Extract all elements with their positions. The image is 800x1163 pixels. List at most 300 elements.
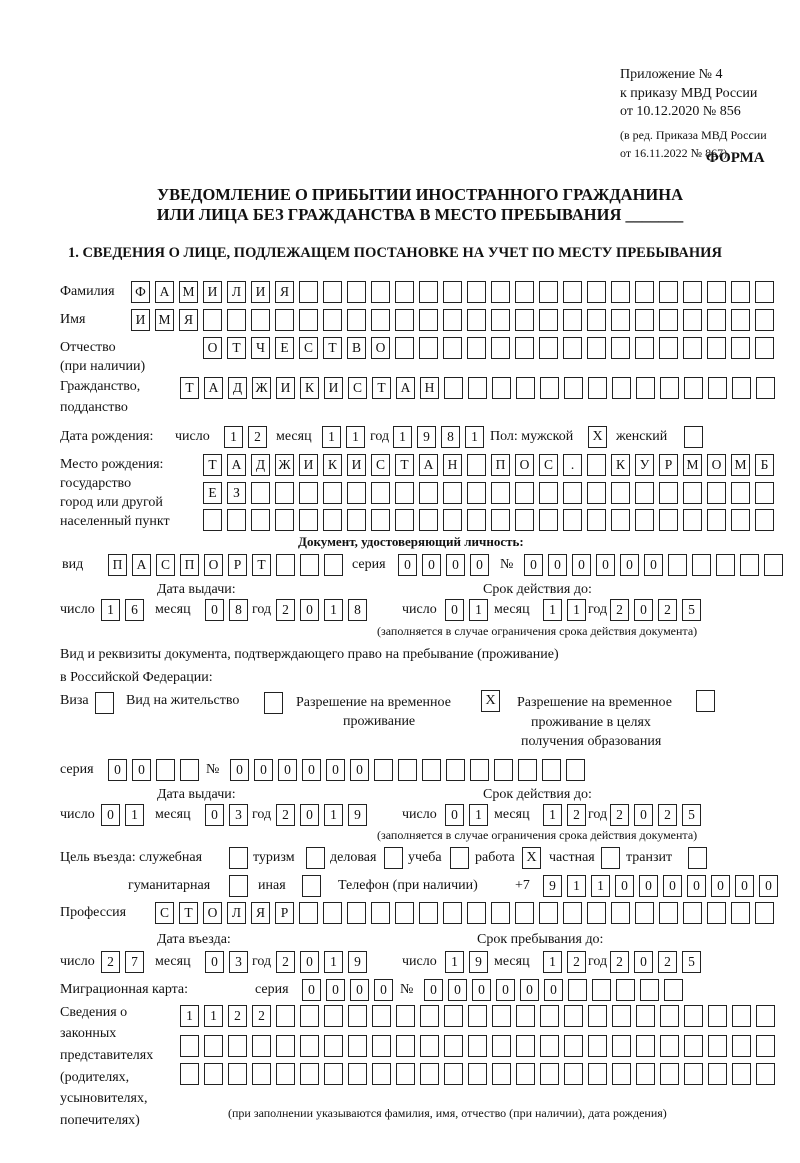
char-cell[interactable] <box>398 759 417 781</box>
purpose-humanitarian-checkbox[interactable] <box>229 875 248 897</box>
char-cell[interactable]: 9 <box>543 875 562 897</box>
char-cell[interactable] <box>708 377 727 399</box>
char-cell[interactable] <box>323 509 342 531</box>
surname-field[interactable] <box>131 281 779 303</box>
char-cell[interactable] <box>740 554 759 576</box>
char-cell[interactable]: И <box>131 309 150 331</box>
char-cell[interactable] <box>372 1005 391 1027</box>
char-cell[interactable]: 9 <box>469 951 488 973</box>
char-cell[interactable]: 0 <box>644 554 663 576</box>
entry-day-field[interactable] <box>101 951 149 973</box>
char-cell[interactable] <box>659 509 678 531</box>
char-cell[interactable]: Т <box>372 377 391 399</box>
char-cell[interactable]: Ж <box>275 454 294 476</box>
char-cell[interactable]: Я <box>251 902 270 924</box>
char-cell[interactable] <box>204 1035 223 1057</box>
char-cell[interactable]: М <box>731 454 750 476</box>
char-cell[interactable] <box>540 1005 559 1027</box>
char-cell[interactable]: 1 <box>125 804 144 826</box>
char-cell[interactable] <box>443 509 462 531</box>
char-cell[interactable]: И <box>251 281 270 303</box>
char-cell[interactable] <box>731 482 750 504</box>
char-cell[interactable] <box>491 509 510 531</box>
char-cell[interactable] <box>707 309 726 331</box>
char-cell[interactable]: 1 <box>204 1005 223 1027</box>
char-cell[interactable] <box>515 482 534 504</box>
char-cell[interactable] <box>731 902 750 924</box>
char-cell[interactable] <box>468 377 487 399</box>
char-cell[interactable]: 0 <box>615 875 634 897</box>
char-cell[interactable] <box>419 482 438 504</box>
char-cell[interactable] <box>587 454 606 476</box>
char-cell[interactable] <box>640 979 659 1001</box>
char-cell[interactable] <box>371 309 390 331</box>
char-cell[interactable]: 1 <box>393 426 412 448</box>
char-cell[interactable] <box>347 281 366 303</box>
res-issue-month-field[interactable] <box>205 804 253 826</box>
temp-residence-checkbox[interactable]: X <box>481 690 500 712</box>
char-cell[interactable] <box>396 1005 415 1027</box>
char-cell[interactable]: 1 <box>465 426 484 448</box>
char-cell[interactable] <box>444 1005 463 1027</box>
char-cell[interactable] <box>764 554 783 576</box>
char-cell[interactable]: 0 <box>735 875 754 897</box>
visa-checkbox[interactable] <box>95 692 114 714</box>
entry-month-field[interactable] <box>205 951 253 973</box>
char-cell[interactable] <box>587 337 606 359</box>
char-cell[interactable] <box>731 281 750 303</box>
char-cell[interactable] <box>755 482 774 504</box>
char-cell[interactable] <box>587 281 606 303</box>
char-cell[interactable]: Д <box>251 454 270 476</box>
char-cell[interactable]: 0 <box>108 759 127 781</box>
char-cell[interactable] <box>468 1063 487 1085</box>
char-cell[interactable] <box>707 902 726 924</box>
char-cell[interactable] <box>612 377 631 399</box>
char-cell[interactable] <box>467 309 486 331</box>
char-cell[interactable] <box>443 309 462 331</box>
char-cell[interactable] <box>539 482 558 504</box>
char-cell[interactable]: А <box>396 377 415 399</box>
char-cell[interactable]: 1 <box>445 951 464 973</box>
char-cell[interactable]: 0 <box>639 875 658 897</box>
char-cell[interactable]: 2 <box>567 951 586 973</box>
char-cell[interactable]: С <box>539 454 558 476</box>
char-cell[interactable] <box>275 482 294 504</box>
char-cell[interactable] <box>491 337 510 359</box>
char-cell[interactable]: И <box>347 454 366 476</box>
char-cell[interactable] <box>683 509 702 531</box>
char-cell[interactable] <box>588 377 607 399</box>
char-cell[interactable] <box>683 902 702 924</box>
char-cell[interactable] <box>374 759 393 781</box>
char-cell[interactable] <box>252 1063 271 1085</box>
char-cell[interactable] <box>716 554 735 576</box>
char-cell[interactable]: Б <box>755 454 774 476</box>
mc-number-field[interactable] <box>424 979 688 1001</box>
char-cell[interactable] <box>539 902 558 924</box>
reps-row-3[interactable] <box>180 1063 780 1085</box>
char-cell[interactable] <box>347 509 366 531</box>
char-cell[interactable] <box>371 281 390 303</box>
char-cell[interactable] <box>395 337 414 359</box>
char-cell[interactable]: 0 <box>230 759 249 781</box>
char-cell[interactable]: 9 <box>348 951 367 973</box>
char-cell[interactable] <box>756 1005 775 1027</box>
char-cell[interactable]: 1 <box>346 426 365 448</box>
char-cell[interactable] <box>467 454 486 476</box>
char-cell[interactable] <box>540 377 559 399</box>
sex-female-checkbox[interactable] <box>684 426 703 448</box>
char-cell[interactable]: 0 <box>472 979 491 1001</box>
char-cell[interactable] <box>636 1035 655 1057</box>
char-cell[interactable]: 2 <box>610 804 629 826</box>
char-cell[interactable]: 8 <box>441 426 460 448</box>
char-cell[interactable] <box>515 509 534 531</box>
char-cell[interactable] <box>419 902 438 924</box>
char-cell[interactable] <box>180 759 199 781</box>
birthplace-row-1[interactable] <box>203 454 779 476</box>
char-cell[interactable]: А <box>204 377 223 399</box>
char-cell[interactable]: 2 <box>276 599 295 621</box>
char-cell[interactable]: 0 <box>634 599 653 621</box>
char-cell[interactable]: С <box>156 554 175 576</box>
char-cell[interactable]: 0 <box>132 759 151 781</box>
char-cell[interactable]: Т <box>227 337 246 359</box>
char-cell[interactable]: Р <box>659 454 678 476</box>
char-cell[interactable] <box>707 482 726 504</box>
temp-edu-checkbox[interactable] <box>696 690 715 712</box>
char-cell[interactable]: 0 <box>470 554 489 576</box>
char-cell[interactable]: А <box>132 554 151 576</box>
char-cell[interactable]: 0 <box>422 554 441 576</box>
char-cell[interactable]: 2 <box>610 599 629 621</box>
char-cell[interactable] <box>659 281 678 303</box>
birth-year-field[interactable] <box>393 426 489 448</box>
char-cell[interactable] <box>732 377 751 399</box>
char-cell[interactable]: П <box>108 554 127 576</box>
char-cell[interactable] <box>568 979 587 1001</box>
char-cell[interactable] <box>228 1063 247 1085</box>
char-cell[interactable]: 9 <box>348 804 367 826</box>
res-valid-month-field[interactable] <box>543 804 591 826</box>
char-cell[interactable] <box>611 281 630 303</box>
char-cell[interactable] <box>611 902 630 924</box>
id-series-field[interactable] <box>398 554 494 576</box>
char-cell[interactable]: 1 <box>469 804 488 826</box>
char-cell[interactable] <box>540 1035 559 1057</box>
char-cell[interactable]: 0 <box>496 979 515 1001</box>
char-cell[interactable]: 1 <box>101 599 120 621</box>
char-cell[interactable]: Е <box>275 337 294 359</box>
id-issue-year-field[interactable] <box>276 599 372 621</box>
char-cell[interactable] <box>347 902 366 924</box>
char-cell[interactable] <box>588 1063 607 1085</box>
char-cell[interactable]: 2 <box>567 804 586 826</box>
char-cell[interactable]: 0 <box>302 979 321 1001</box>
char-cell[interactable] <box>443 482 462 504</box>
char-cell[interactable]: О <box>204 554 223 576</box>
char-cell[interactable] <box>635 509 654 531</box>
char-cell[interactable]: 8 <box>229 599 248 621</box>
char-cell[interactable]: 0 <box>687 875 706 897</box>
char-cell[interactable] <box>563 482 582 504</box>
char-cell[interactable]: И <box>203 281 222 303</box>
char-cell[interactable]: С <box>155 902 174 924</box>
char-cell[interactable] <box>611 337 630 359</box>
id-valid-month-field[interactable] <box>543 599 591 621</box>
char-cell[interactable]: 9 <box>417 426 436 448</box>
char-cell[interactable]: Ф <box>131 281 150 303</box>
char-cell[interactable] <box>660 1063 679 1085</box>
char-cell[interactable] <box>300 1035 319 1057</box>
char-cell[interactable] <box>348 1063 367 1085</box>
char-cell[interactable] <box>683 337 702 359</box>
char-cell[interactable] <box>467 281 486 303</box>
char-cell[interactable] <box>563 309 582 331</box>
char-cell[interactable] <box>592 979 611 1001</box>
char-cell[interactable] <box>467 337 486 359</box>
char-cell[interactable] <box>203 309 222 331</box>
purpose-other-checkbox[interactable] <box>302 875 321 897</box>
char-cell[interactable]: Л <box>227 281 246 303</box>
char-cell[interactable] <box>468 1035 487 1057</box>
char-cell[interactable]: 0 <box>634 804 653 826</box>
patronymic-field[interactable] <box>203 337 779 359</box>
char-cell[interactable]: Ж <box>252 377 271 399</box>
reps-row-1[interactable] <box>180 1005 780 1027</box>
char-cell[interactable] <box>371 509 390 531</box>
char-cell[interactable] <box>731 309 750 331</box>
char-cell[interactable] <box>683 281 702 303</box>
char-cell[interactable]: 1 <box>567 875 586 897</box>
char-cell[interactable] <box>323 482 342 504</box>
char-cell[interactable] <box>635 902 654 924</box>
char-cell[interactable]: 7 <box>125 951 144 973</box>
birth-day-field[interactable] <box>224 426 272 448</box>
char-cell[interactable] <box>395 509 414 531</box>
char-cell[interactable]: 0 <box>326 759 345 781</box>
char-cell[interactable] <box>494 759 513 781</box>
id-issue-day-field[interactable] <box>101 599 149 621</box>
char-cell[interactable] <box>588 1005 607 1027</box>
char-cell[interactable] <box>323 902 342 924</box>
res-valid-year-field[interactable] <box>610 804 706 826</box>
char-cell[interactable]: М <box>155 309 174 331</box>
char-cell[interactable] <box>755 281 774 303</box>
char-cell[interactable] <box>587 482 606 504</box>
char-cell[interactable]: 0 <box>350 759 369 781</box>
char-cell[interactable] <box>708 1005 727 1027</box>
char-cell[interactable] <box>516 1035 535 1057</box>
char-cell[interactable] <box>491 309 510 331</box>
char-cell[interactable]: 8 <box>348 599 367 621</box>
char-cell[interactable]: 0 <box>620 554 639 576</box>
char-cell[interactable]: 1 <box>322 426 341 448</box>
char-cell[interactable] <box>660 1035 679 1057</box>
char-cell[interactable] <box>612 1035 631 1057</box>
char-cell[interactable]: 0 <box>446 554 465 576</box>
char-cell[interactable] <box>707 281 726 303</box>
char-cell[interactable]: 0 <box>445 804 464 826</box>
char-cell[interactable]: 0 <box>759 875 778 897</box>
birth-month-field[interactable] <box>322 426 370 448</box>
char-cell[interactable] <box>180 1063 199 1085</box>
char-cell[interactable]: Ч <box>251 337 270 359</box>
char-cell[interactable] <box>252 1035 271 1057</box>
reps-row-2[interactable] <box>180 1035 780 1057</box>
char-cell[interactable]: И <box>276 377 295 399</box>
char-cell[interactable] <box>492 1035 511 1057</box>
char-cell[interactable] <box>516 377 535 399</box>
char-cell[interactable] <box>396 1035 415 1057</box>
char-cell[interactable] <box>251 482 270 504</box>
char-cell[interactable] <box>539 281 558 303</box>
char-cell[interactable] <box>684 1035 703 1057</box>
char-cell[interactable] <box>299 902 318 924</box>
char-cell[interactable] <box>588 1035 607 1057</box>
char-cell[interactable] <box>684 1063 703 1085</box>
char-cell[interactable] <box>324 554 343 576</box>
char-cell[interactable]: О <box>203 337 222 359</box>
char-cell[interactable]: 0 <box>398 554 417 576</box>
char-cell[interactable] <box>371 482 390 504</box>
citizenship-field[interactable] <box>180 377 780 399</box>
char-cell[interactable] <box>564 377 583 399</box>
char-cell[interactable]: Н <box>443 454 462 476</box>
char-cell[interactable]: И <box>299 454 318 476</box>
char-cell[interactable]: 2 <box>276 804 295 826</box>
char-cell[interactable]: П <box>491 454 510 476</box>
char-cell[interactable] <box>395 281 414 303</box>
char-cell[interactable] <box>611 509 630 531</box>
char-cell[interactable] <box>659 309 678 331</box>
char-cell[interactable] <box>515 337 534 359</box>
char-cell[interactable] <box>227 509 246 531</box>
char-cell[interactable] <box>324 1005 343 1027</box>
char-cell[interactable]: 0 <box>278 759 297 781</box>
char-cell[interactable]: М <box>179 281 198 303</box>
char-cell[interactable] <box>204 1063 223 1085</box>
char-cell[interactable] <box>616 979 635 1001</box>
char-cell[interactable] <box>612 1005 631 1027</box>
char-cell[interactable] <box>420 1005 439 1027</box>
char-cell[interactable] <box>470 759 489 781</box>
char-cell[interactable] <box>516 1005 535 1027</box>
char-cell[interactable]: 0 <box>520 979 539 1001</box>
char-cell[interactable]: З <box>227 482 246 504</box>
char-cell[interactable] <box>492 1063 511 1085</box>
char-cell[interactable] <box>444 377 463 399</box>
char-cell[interactable] <box>227 309 246 331</box>
char-cell[interactable] <box>664 979 683 1001</box>
char-cell[interactable]: 1 <box>591 875 610 897</box>
char-cell[interactable] <box>444 1063 463 1085</box>
char-cell[interactable] <box>276 1035 295 1057</box>
char-cell[interactable]: А <box>227 454 246 476</box>
char-cell[interactable]: К <box>300 377 319 399</box>
char-cell[interactable]: Л <box>227 902 246 924</box>
char-cell[interactable]: 0 <box>205 599 224 621</box>
purpose-business-checkbox[interactable] <box>384 847 403 869</box>
char-cell[interactable] <box>324 1035 343 1057</box>
char-cell[interactable] <box>300 554 319 576</box>
char-cell[interactable]: С <box>299 337 318 359</box>
char-cell[interactable] <box>539 337 558 359</box>
char-cell[interactable] <box>636 377 655 399</box>
char-cell[interactable] <box>444 1035 463 1057</box>
char-cell[interactable] <box>492 377 511 399</box>
char-cell[interactable] <box>275 509 294 531</box>
res-valid-day-field[interactable] <box>445 804 493 826</box>
char-cell[interactable] <box>708 1063 727 1085</box>
purpose-private-checkbox[interactable] <box>601 847 620 869</box>
char-cell[interactable] <box>491 902 510 924</box>
char-cell[interactable]: В <box>347 337 366 359</box>
char-cell[interactable]: 2 <box>276 951 295 973</box>
char-cell[interactable] <box>467 902 486 924</box>
char-cell[interactable]: 0 <box>572 554 591 576</box>
char-cell[interactable] <box>323 281 342 303</box>
char-cell[interactable]: И <box>324 377 343 399</box>
char-cell[interactable] <box>563 902 582 924</box>
char-cell[interactable] <box>299 309 318 331</box>
char-cell[interactable] <box>515 902 534 924</box>
char-cell[interactable] <box>540 1063 559 1085</box>
char-cell[interactable] <box>660 377 679 399</box>
char-cell[interactable] <box>563 337 582 359</box>
char-cell[interactable] <box>564 1063 583 1085</box>
res-number-field[interactable] <box>230 759 590 781</box>
char-cell[interactable]: У <box>635 454 654 476</box>
char-cell[interactable]: 0 <box>548 554 567 576</box>
char-cell[interactable] <box>203 509 222 531</box>
char-cell[interactable]: К <box>323 454 342 476</box>
char-cell[interactable] <box>659 482 678 504</box>
char-cell[interactable] <box>300 1063 319 1085</box>
char-cell[interactable] <box>731 509 750 531</box>
residence-permit-checkbox[interactable] <box>264 692 283 714</box>
char-cell[interactable]: 0 <box>634 951 653 973</box>
char-cell[interactable] <box>419 337 438 359</box>
char-cell[interactable] <box>491 482 510 504</box>
char-cell[interactable]: Т <box>203 454 222 476</box>
res-issue-day-field[interactable] <box>101 804 149 826</box>
char-cell[interactable] <box>446 759 465 781</box>
char-cell[interactable] <box>564 1005 583 1027</box>
char-cell[interactable] <box>683 482 702 504</box>
char-cell[interactable] <box>395 902 414 924</box>
char-cell[interactable] <box>684 377 703 399</box>
phone-field[interactable] <box>543 875 783 897</box>
char-cell[interactable] <box>300 1005 319 1027</box>
char-cell[interactable] <box>468 1005 487 1027</box>
char-cell[interactable]: Т <box>395 454 414 476</box>
char-cell[interactable] <box>707 509 726 531</box>
char-cell[interactable]: Д <box>228 377 247 399</box>
char-cell[interactable]: 0 <box>374 979 393 1001</box>
char-cell[interactable]: 2 <box>248 426 267 448</box>
char-cell[interactable] <box>348 1035 367 1057</box>
char-cell[interactable] <box>467 482 486 504</box>
char-cell[interactable]: С <box>371 454 390 476</box>
char-cell[interactable] <box>324 1063 343 1085</box>
char-cell[interactable]: 0 <box>448 979 467 1001</box>
char-cell[interactable]: 1 <box>567 599 586 621</box>
char-cell[interactable]: 2 <box>610 951 629 973</box>
char-cell[interactable] <box>635 337 654 359</box>
char-cell[interactable] <box>420 1063 439 1085</box>
